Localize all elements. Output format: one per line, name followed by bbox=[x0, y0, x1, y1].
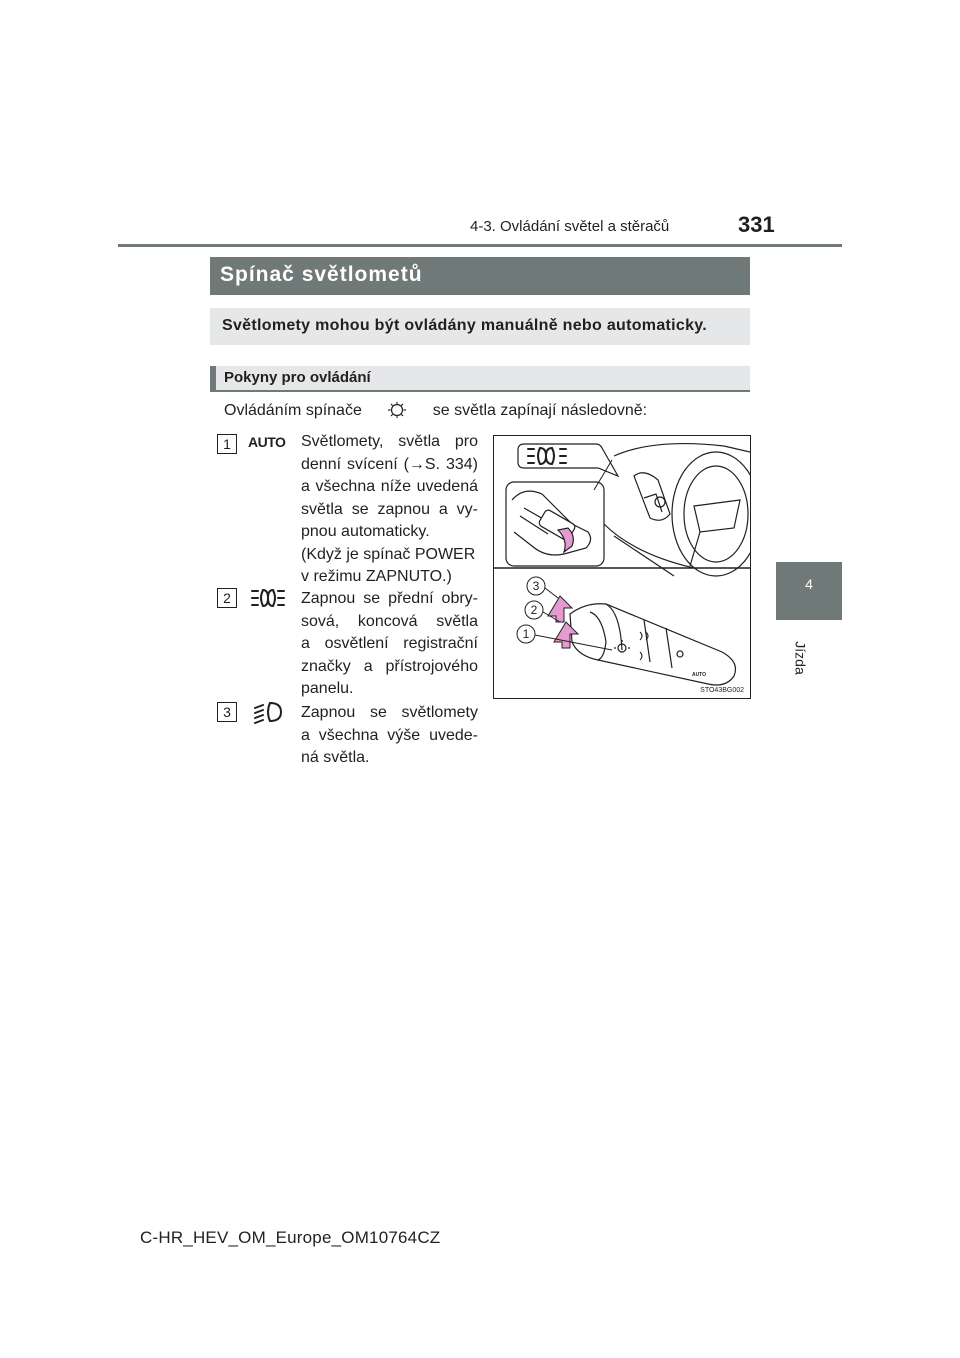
headlight-switch-illustration bbox=[493, 435, 751, 699]
lead-sentence bbox=[224, 402, 647, 420]
headlight-indicator-callout bbox=[518, 444, 618, 476]
step-2-line: značky a přístrojového bbox=[301, 657, 478, 675]
steering-wheel-drawing bbox=[604, 444, 750, 576]
figure-code: STO43BG002 bbox=[700, 687, 744, 694]
hand-inset bbox=[506, 460, 612, 566]
intro-bar bbox=[210, 308, 750, 345]
step-1-line: pnou automaticky. bbox=[301, 523, 430, 540]
step-1-line: a všechna níže uvedená bbox=[301, 478, 478, 495]
headlight-switch-icon bbox=[366, 402, 428, 418]
step-3-line: a všechna výše uvede- bbox=[301, 726, 478, 744]
step-2-text bbox=[301, 588, 478, 701]
chapter-tab-label-wrap bbox=[792, 628, 814, 688]
header-rule bbox=[118, 244, 842, 247]
chapter-tab-label: Jízda bbox=[792, 641, 809, 675]
step-2-line: sová, koncová světla bbox=[301, 612, 478, 630]
step-1-line: denní svícení (→S. 334) bbox=[301, 455, 478, 473]
step-1-text bbox=[301, 431, 478, 589]
page-number: 331 bbox=[738, 212, 775, 237]
callout-1: 1 bbox=[522, 627, 530, 641]
chapter-tab-number: 4 bbox=[805, 576, 813, 592]
step-1-number: 1 bbox=[217, 434, 237, 454]
subsection-bar bbox=[210, 366, 750, 392]
callout-2: 2 bbox=[530, 603, 538, 617]
subsection-title: Pokyny pro ovládání bbox=[224, 369, 371, 386]
lever-auto-label: AUTO bbox=[691, 672, 707, 678]
step-2-line: panelu. bbox=[301, 680, 354, 697]
parking-light-icon bbox=[250, 586, 286, 615]
lead-text-after: se světla zapínají následovně: bbox=[432, 402, 648, 419]
step-1-line: Světlomety, světla pro bbox=[301, 433, 478, 450]
step-3-line: Zapnou se světlomety bbox=[301, 704, 478, 721]
section-title: Spínač světlometů bbox=[220, 263, 423, 286]
document-code-footer: C-HR_HEV_OM_Europe_OM10764CZ bbox=[140, 1228, 441, 1247]
step-3-text bbox=[301, 702, 478, 770]
step-1-line: v režimu ZAPNUTO.) bbox=[301, 568, 452, 585]
step-2-line: Zapnou se přední obry- bbox=[301, 590, 478, 607]
step-2-number: 2 bbox=[217, 588, 237, 608]
subsection-accent bbox=[210, 366, 216, 392]
callout-3: 3 bbox=[532, 579, 540, 593]
step-3-line: ná světla. bbox=[301, 749, 370, 766]
section-title-bar bbox=[210, 257, 750, 295]
step-1-line: světla se zapnou a vy- bbox=[301, 500, 478, 518]
header-section-title: 4-3. Ovládání světel a stěračů bbox=[470, 218, 670, 235]
step-1-line: (Když je spínač POWER bbox=[301, 545, 476, 563]
step-3-number: 3 bbox=[217, 702, 237, 722]
step-2-line: a osvětlení registrační bbox=[301, 635, 478, 652]
light-stalk-drawing bbox=[570, 604, 736, 685]
low-beam-icon bbox=[253, 700, 283, 729]
intro-text: Světlomety mohou být ovládány manuálně nebo automaticky. bbox=[222, 317, 708, 334]
auto-icon: AUTO bbox=[248, 434, 286, 450]
lead-text-before: Ovládáním spínače bbox=[224, 402, 362, 419]
